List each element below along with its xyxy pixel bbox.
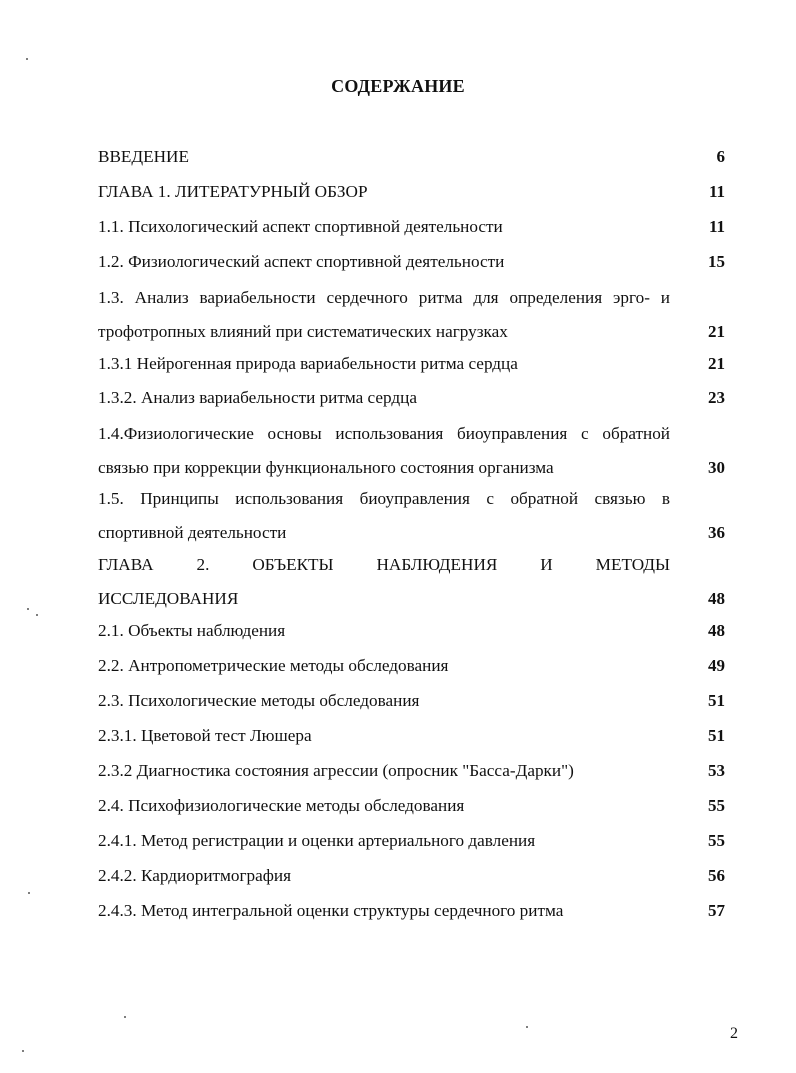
toc-entry-text: 2.4.1. Метод регистрации и оценки артериального давления (98, 831, 536, 850)
toc-entry (98, 482, 725, 550)
toc-entry-text: спортивной деятельности (98, 523, 287, 542)
toc-entry-text: 1.5. Принципы использования биоуправления с обратной связью в (98, 489, 670, 508)
toc-entry (98, 614, 725, 648)
toc-page-number: 11 (708, 182, 725, 201)
scan-speck (36, 614, 38, 616)
toc-entry-text: 2.2. Антропометрические методы обследования (98, 656, 449, 675)
toc-entry (98, 245, 725, 279)
toc-page-number: 15 (708, 252, 725, 271)
scan-speck (526, 1026, 528, 1028)
toc-entry-text: 2.3. Психологические методы обследования (98, 691, 420, 710)
toc-entry (98, 381, 725, 415)
toc-entry (98, 417, 725, 485)
toc-page-number: 48 (708, 621, 725, 640)
toc-entry (98, 719, 725, 753)
toc-entry (98, 894, 725, 928)
toc-entry-text: 1.3. Анализ вариабельности сердечного ритма для определения эрго- и (98, 288, 670, 307)
toc-entry (98, 281, 725, 349)
page-title: СОДЕРЖАНИЕ (331, 76, 465, 96)
toc-entry-text: 1.3.2. Анализ вариабельности ритма сердца (98, 388, 417, 407)
scan-speck (27, 608, 29, 610)
toc-page-number: 56 (708, 866, 725, 885)
toc-page-number: 55 (708, 796, 725, 815)
scan-speck (124, 1016, 126, 1018)
toc-entry (98, 789, 725, 823)
toc-entry-text: 2.1. Объекты наблюдения (98, 621, 286, 640)
toc-entry-text: 2.3.1. Цветовой тест Люшера (98, 726, 312, 745)
toc-page-number: 57 (708, 901, 725, 920)
toc-entry (98, 210, 725, 244)
toc-page-number: 21 (708, 322, 725, 341)
toc-page-number: 30 (708, 458, 725, 477)
toc-entry (98, 347, 725, 381)
toc-entry-text: 1.4.Физиологические основы использования биоуправления с обратной (98, 424, 670, 443)
toc-entry-text: 2.4.2. Кардиоритмография (98, 866, 292, 885)
toc-entry (98, 140, 725, 174)
toc-entry (98, 824, 725, 858)
toc-page-number: 48 (708, 589, 725, 608)
toc-entry (98, 548, 725, 616)
scan-speck (26, 58, 28, 60)
toc-entry-text: связью при коррекции функционального состояния организма (98, 458, 554, 477)
toc-entry-text: 2.3.2 Диагностика состояния агрессии (опросник "Басса-Дарки") (98, 761, 574, 780)
toc-entry-text: 1.1. Психологический аспект спортивной деятельности (98, 217, 503, 236)
toc-page-number: 36 (708, 523, 725, 542)
toc-page-number: 49 (708, 656, 725, 675)
toc-page-number: 23 (708, 388, 725, 407)
scan-speck (28, 892, 30, 894)
toc-entry-text: ГЛАВА 2. ОБЪЕКТЫ НАБЛЮДЕНИЯ И МЕТОДЫ (98, 555, 670, 574)
toc-page-number: 55 (708, 831, 725, 850)
toc-entry-text: трофотропных влияний при систематических нагрузках (98, 322, 508, 341)
toc-entry-text: ГЛАВА 1. ЛИТЕРАТУРНЫЙ ОБЗОР (98, 182, 368, 201)
toc-entry-text: 2.4. Психофизиологические методы обследования (98, 796, 465, 815)
toc-entry-text: 2.4.3. Метод интегральной оценки структуры сердечного ритма (98, 901, 564, 920)
toc-page-number: 11 (708, 217, 725, 236)
toc-page-number: 6 (716, 147, 725, 166)
toc-page-number: 53 (708, 761, 725, 780)
page-number: 2 (730, 1025, 738, 1042)
toc-page-number: 51 (708, 691, 725, 710)
toc-page-number: 21 (708, 354, 725, 373)
toc-entry-text: 1.3.1 Нейрогенная природа вариабельности ритма сердца (98, 354, 518, 373)
toc-entry-text: ВВЕДЕНИЕ (98, 147, 189, 166)
toc-entry (98, 754, 725, 788)
toc-entry-text: 1.2. Физиологический аспект спортивной деятельности (98, 252, 505, 271)
toc-entry (98, 684, 725, 718)
toc-entry-text: ИССЛЕДОВАНИЯ (98, 589, 239, 608)
toc-entry (98, 175, 725, 209)
toc-entry (98, 859, 725, 893)
scan-speck (22, 1050, 24, 1052)
toc-entry (98, 649, 725, 683)
toc-page-number: 51 (708, 726, 725, 745)
